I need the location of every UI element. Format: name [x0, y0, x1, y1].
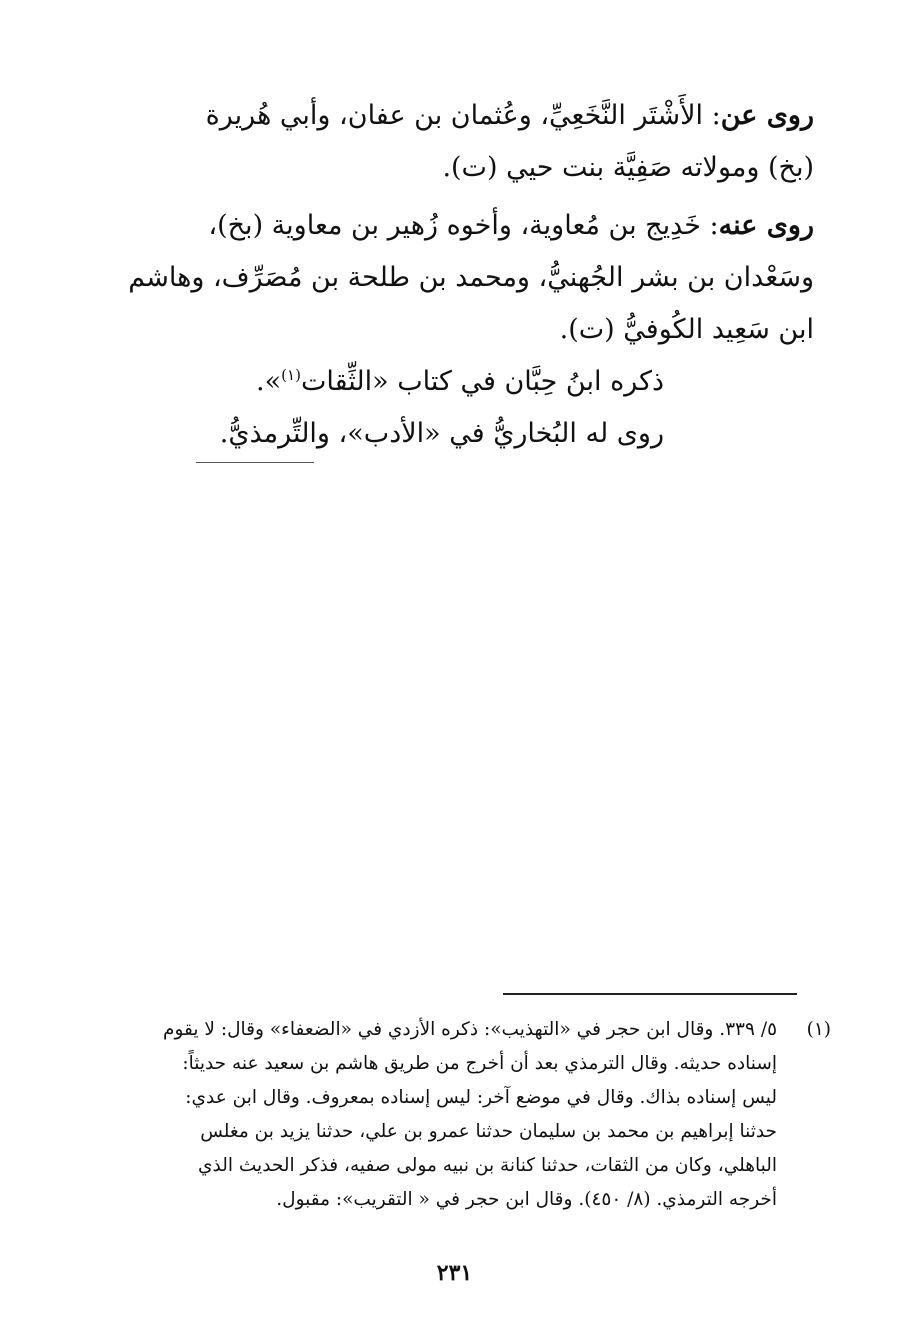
text-line: (بخ) ومولاته صَفِيَّة بنت حيي (ت).	[442, 152, 814, 183]
footnote-separator	[503, 993, 797, 995]
footnote-line: أخرجه الترمذي. (٨/ ٤٥٠). وقال ابن حجر في « التقريب»: مقبول.	[276, 1189, 777, 1210]
footnote-reference: (١)	[281, 366, 301, 384]
narration-line: روى له البُخاريُّ في «الأدب»، والتِّرمذيُّ.	[219, 418, 664, 449]
footnote-line: الباهلي، وكان من الثقات، حدثنا كنانة بن نبيه مولى صفيه، فذكر الحديث الذي	[198, 1155, 777, 1176]
narrated-by-paragraph	[124, 200, 814, 460]
footnote-marker: (١)	[806, 1019, 831, 1040]
text-line	[124, 90, 814, 142]
thiqat-text: ذكره ابنُ حِبَّان في كتاب «الثِّقات	[300, 366, 664, 397]
narrated-by-label: روى عنه	[718, 210, 814, 241]
footnote-line: ليس إسناده بذاك. وقال في موضع آخر: ليس إسناده بمعروف. وقال ابن عدي:	[185, 1087, 777, 1108]
narrated-by-text: : خَدِيج بن مُعاوية، وأخوه زُهير بن معاوية (بخ)،	[208, 210, 719, 241]
text-line	[124, 200, 814, 252]
thiqat-close: ».	[256, 366, 282, 397]
footnote-line: حدثنا إبراهيم بن محمد بن سليمان حدثنا عمرو بن علي، حدثنا يزيد بن مغلس	[200, 1121, 777, 1142]
footnote	[91, 1013, 831, 1217]
footnote-body	[91, 1013, 831, 1217]
narrated-from-text: : الأَشْتَر النَّخَعِيِّ، وعُثمان بن عفان، وأبي هُريرة	[205, 100, 721, 131]
footnote-line: إسناده حديثه. وقال الترمذي بعد أن أخرج من طريق هاشم بن سعيد عنه حديثاً:	[182, 1053, 777, 1074]
page-number: ٢٣١	[436, 1260, 473, 1286]
footnote-line: ٥/ ٣٣٩. وقال ابن حجر في «التهذيب»: ذكره الأزدي في «الضعفاء» وقال: لا يقوم	[163, 1019, 777, 1040]
narrated-from-label: روى عن	[720, 100, 814, 131]
section-divider	[196, 462, 314, 463]
text-line: وسَعْدان بن بشر الجُهنيُّ، ومحمد بن طلحة بن مُصَرِّف، وهاشم	[128, 262, 814, 293]
text-line: ابن سَعِيد الكُوفيُّ (ت).	[559, 314, 814, 345]
thiqat-line	[124, 356, 814, 408]
narrated-from-paragraph	[124, 90, 814, 194]
